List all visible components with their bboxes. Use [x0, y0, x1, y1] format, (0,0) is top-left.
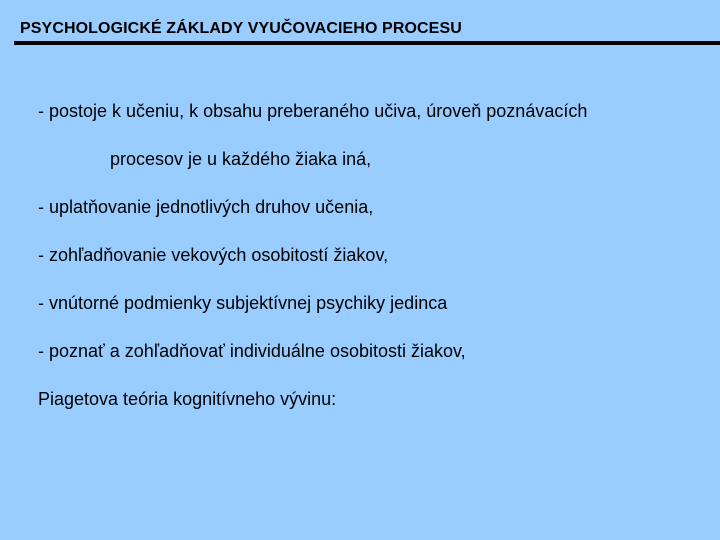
slide-title: PSYCHOLOGICKÉ ZÁKLADY VYUČOVACIEHO PROCESU — [20, 20, 462, 37]
bullet-line-inner-conditions: - vnútorné podmienky subjektívnej psychiky jedinca — [38, 293, 448, 313]
bullet-line-attitudes-continued: procesov je u každého žiaka iná, — [110, 149, 372, 169]
bullet-line-attitudes: - postoje k učeniu, k obsahu preberaného učiva, úroveň poznávacích — [38, 101, 588, 121]
bullet-line-learning-types: - uplatňovanie jednotlivých druhov učenia, — [38, 197, 374, 217]
piaget-theory-line: Piagetova teória kognitívneho vývinu: — [38, 389, 337, 409]
bullet-line-age-specifics: - zohľadňovanie vekových osobitostí žiakov, — [38, 245, 389, 265]
title-underline-rule — [14, 41, 720, 45]
bullet-line-individual-specifics: - poznať a zohľadňovať individuálne osobitosti žiakov, — [38, 341, 466, 361]
